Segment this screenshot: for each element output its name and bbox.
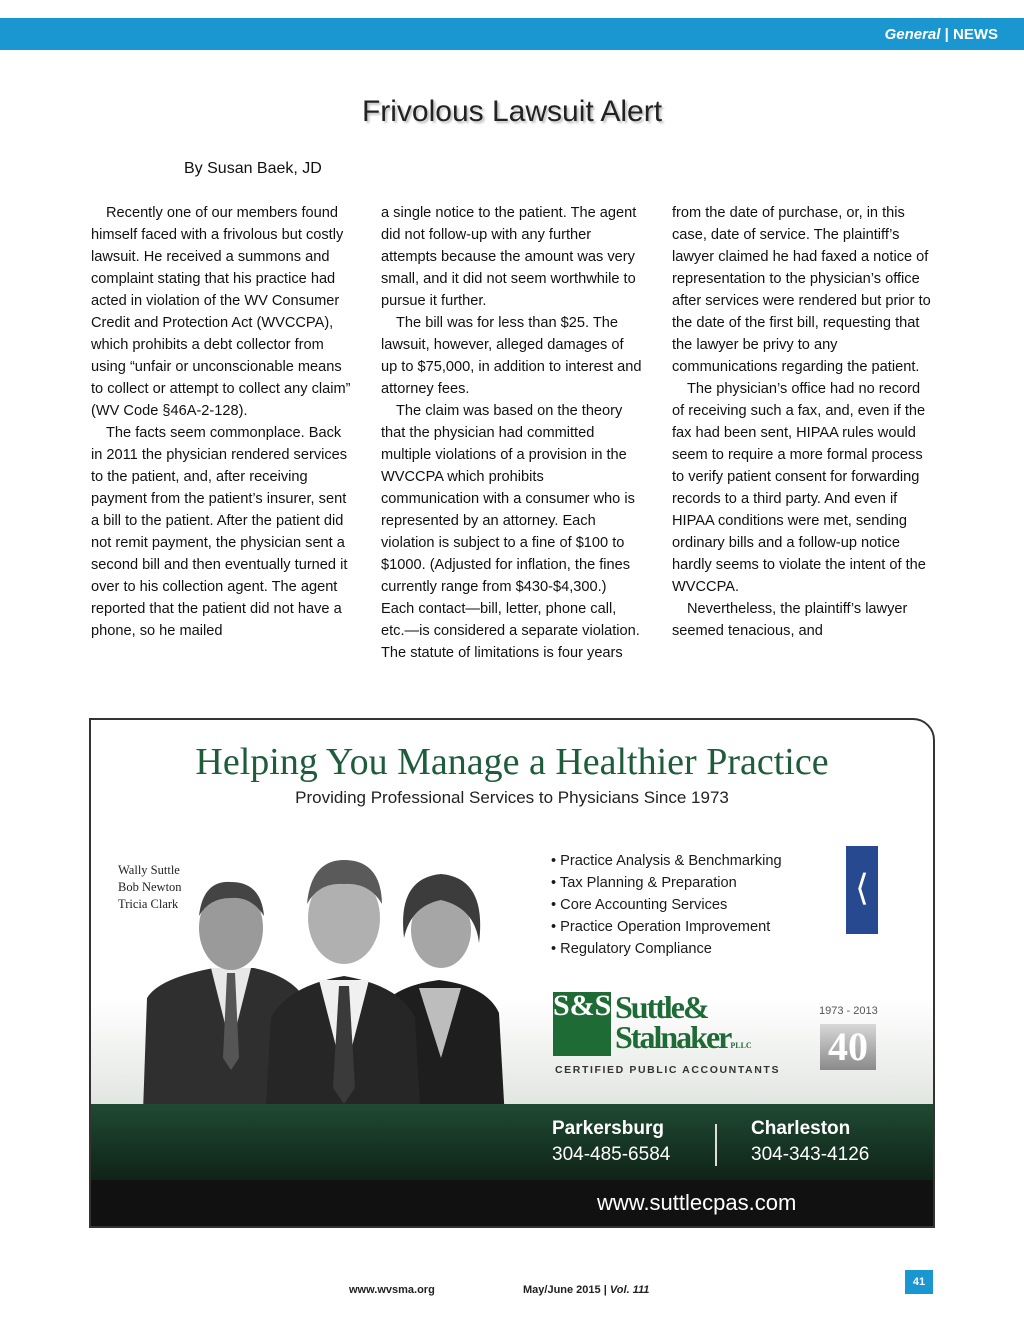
company-logo bbox=[553, 989, 781, 1076]
office-charleston bbox=[751, 1118, 869, 1166]
chevron-left-icon[interactable]: ⟨ bbox=[846, 846, 878, 934]
ad-subheadline: Providing Professional Services to Physicians Since 1973 bbox=[295, 788, 729, 807]
logo-monogram: S&S bbox=[553, 992, 611, 1056]
office-parkersburg bbox=[552, 1118, 670, 1166]
footer-issue-date: May/June 2015 | bbox=[523, 1284, 607, 1296]
ad-headline: Helping You Manage a Healthier Practice bbox=[195, 741, 829, 783]
top-section-bar bbox=[0, 18, 1024, 50]
paragraph: Nevertheless, the plaintiff’s lawyer seemed tenacious, and bbox=[672, 601, 908, 639]
paragraph: a single notice to the patient. The agent did not follow-up with any further attempts because the amount was very small, and it did not seem worthwhile to pursue it further. bbox=[381, 205, 637, 309]
list-item: • Regulatory Compliance bbox=[551, 938, 782, 960]
article-column-2 bbox=[381, 202, 643, 664]
section-label bbox=[885, 26, 998, 43]
services-list bbox=[551, 850, 782, 960]
advertisement bbox=[89, 718, 935, 1228]
ad-names bbox=[118, 862, 182, 913]
logo-name bbox=[615, 989, 752, 1061]
offices-band bbox=[91, 1104, 933, 1180]
footer-site[interactable]: www.wvsma.org bbox=[349, 1284, 435, 1296]
list-item: • Core Accounting Services bbox=[551, 894, 782, 916]
person-name: Tricia Clark bbox=[118, 897, 179, 911]
logo-name-line-2 bbox=[615, 1019, 752, 1061]
list-item: • Practice Operation Improvement bbox=[551, 916, 782, 938]
list-item: • Practice Analysis & Benchmarking bbox=[551, 850, 782, 872]
paragraph: The facts seem commonplace. Back in 2011 the physician rendered services to the patient, and, after receiving payment from the patient’s insurer, sent a bill to the patient. After the patient did not remit payment, the physician sent a second bill and then eventually turned it over to his collection agent. The agent reported that the patient did not have a phone, so he mailed bbox=[91, 425, 348, 639]
article-column-3 bbox=[672, 202, 934, 642]
anniversary-badge: 40 bbox=[820, 1024, 876, 1070]
logo-suffix: PLLC bbox=[730, 1041, 752, 1050]
article-column-1 bbox=[91, 202, 353, 642]
website-link[interactable]: www.suttlecpas.com bbox=[597, 1190, 797, 1215]
anniversary-years: 1973 - 2013 bbox=[819, 1005, 878, 1017]
paragraph: from the date of purchase, or, in this case, date of service. The plaintiff’s lawyer claimed he had faxed a notice of representation to the physician’s office after services were rendered but prior to the date of the first bill, requesting that the lawyer be privy to any communications regarding the patient. bbox=[672, 205, 931, 375]
list-item: • Tax Planning & Preparation bbox=[551, 872, 782, 894]
office-phone: 304-343-4126 bbox=[751, 1144, 870, 1165]
logo-name-line-2-text: Stalnaker bbox=[615, 1019, 731, 1055]
office-city: Charleston bbox=[751, 1118, 851, 1139]
section-label-news: | NEWS bbox=[944, 26, 998, 43]
paragraph: Recently one of our members found himself faced with a frivolous but costly lawsuit. He received a summons and complaint stating that his practice had acted in violation of the WV Consumer Credit and Protection Act (WVCCPA), which prohibits a debt collector from using “unfair or unconscionable means to collect or attempt to collect any claim” (WV Code §46A-2-128). bbox=[91, 205, 351, 419]
office-phone: 304-485-6584 bbox=[552, 1144, 671, 1165]
person-name: Wally Suttle bbox=[118, 863, 180, 877]
logo-name-line-1: Suttle& bbox=[615, 989, 708, 1025]
footer-volume: Vol. 111 bbox=[609, 1284, 650, 1296]
footer-issue bbox=[523, 1284, 649, 1296]
office-divider bbox=[715, 1124, 717, 1166]
paragraph: The physician’s office had no record of receiving such a fax, and, even if the fax had been sent, HIPAA rules would seem to require a more formal process to verify patient consent for forwarding records to a third party. And even if HIPAA conditions were met, sending ordinary bills and a follow-up notice hardly seems to violate the intent of the WVCCPA. bbox=[672, 381, 926, 595]
page-number: 41 bbox=[905, 1270, 933, 1294]
section-label-general: General bbox=[884, 26, 941, 43]
website-band bbox=[91, 1180, 933, 1226]
article-title: Frivolous Lawsuit Alert bbox=[361, 95, 663, 128]
article-byline: By Susan Baek, JD bbox=[184, 160, 322, 177]
logo-tagline: CERTIFIED PUBLIC ACCOUNTANTS bbox=[555, 1064, 781, 1076]
paragraph: The claim was based on the theory that the physician had committed multiple violations of a provision in the WVCCPA which prohibits communication with a consumer who is represented by an attorney. Each violation is subject to a fine of $100 to $1000. (Adjusted for inflation, the fines currently range from $430-$4,300.) Each contact—bill, letter, phone call, etc.—is considered a separate violation. The statute of limitations is four years bbox=[381, 403, 640, 661]
paragraph: The bill was for less than $25. The lawsuit, however, alleged damages of up to $75,000, in addition to interest and attorney fees. bbox=[381, 315, 642, 397]
office-city: Parkersburg bbox=[552, 1118, 664, 1139]
person-name: Bob Newton bbox=[118, 880, 182, 894]
